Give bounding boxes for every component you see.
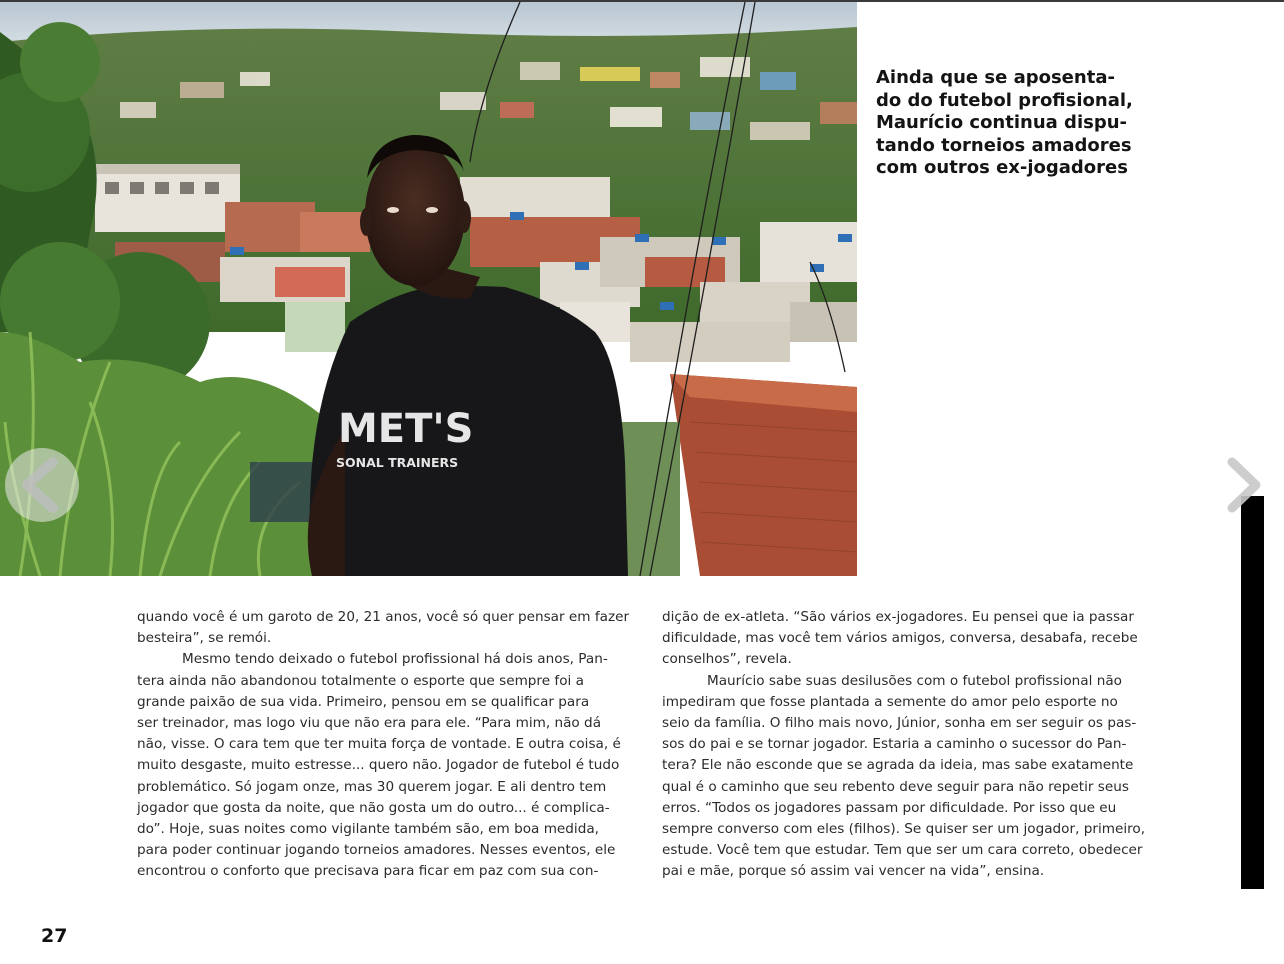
- text-line: para poder continuar jogando torneios amadores. Nesses eventos, ele: [137, 842, 616, 859]
- text-line: jogador que gosta da noite, que não gosta um do outro... é complica-: [137, 799, 610, 816]
- text-line: grande paixão de sua vida. Primeiro, pensou em se qualificar para: [137, 693, 590, 710]
- text-line: dificuldade, mas você tem vários amigos, conversa, desabafa, recebe: [662, 630, 1138, 647]
- caption-line: Ainda que se aposenta-: [876, 67, 1115, 88]
- text-line: quando você é um garoto de 20, 21 anos, você só quer pensar em fazer: [137, 609, 630, 625]
- article-photo: [0, 2, 857, 576]
- text-line: Maurício sabe suas desilusões com o futebol profissional não: [707, 672, 1122, 689]
- caption-line: Maurício continua dispu-: [876, 112, 1127, 133]
- text-line: dição de ex-atleta. “São vários ex-jogadores. Eu pensei que ia passar: [662, 609, 1134, 625]
- text-line: encontrou o conforto que precisava para ficar em paz com sua con-: [137, 863, 599, 880]
- text-line: tera ainda não abandonou totalmente o esporte que sempre foi a: [137, 672, 584, 689]
- svg-text:SONAL TRAINERS: SONAL TRAINERS: [336, 455, 459, 470]
- page-number: 27: [41, 925, 68, 947]
- side-accent-bar: [1241, 496, 1264, 889]
- caption-line: do do futebol profisional,: [876, 89, 1133, 111]
- caption-line: com outros ex-jogadores: [876, 157, 1128, 178]
- text-line: impediram que fosse plantada a semente do amor pelo esporte no: [662, 693, 1118, 710]
- text-line: do”. Hoje, suas noites como vigilante também são, em boa medida,: [137, 821, 599, 838]
- text-line: erros. “Todos os jogadores passam por dificuldade. Por isso que eu: [662, 799, 1117, 816]
- article-column-right: [662, 607, 1152, 883]
- text-line: não, visse. O cara tem que ter muita força de vontade. E outra coisa, é: [137, 736, 621, 753]
- chevron-left-icon: [5, 448, 79, 522]
- text-line: sempre converso com eles (filhos). Se quiser ser um jogador, primeiro,: [662, 821, 1146, 838]
- text-line: pai e mãe, porque só assim vai vencer na vida”, ensina.: [662, 863, 1045, 880]
- article-column-left: [137, 607, 630, 883]
- text-line: qual é o caminho que seu rebento deve seguir para não repetir seus: [662, 778, 1129, 795]
- text-line: ser treinador, mas logo viu que não era para ele. “Para mim, não dá: [137, 715, 602, 732]
- previous-page-button[interactable]: [5, 448, 79, 522]
- text-line: estude. Você tem que estudar. Tem que ser um cara correto, obedecer: [662, 842, 1143, 859]
- text-line: muito desgaste, muito estresse... quero não. Jogador de futebol é tudo: [137, 757, 620, 774]
- photo-caption: [876, 67, 1176, 180]
- caption-line: tando torneios amadores: [876, 134, 1132, 156]
- text-line: sos do pai e se tornar jogador. Estaria a caminho o sucessor do Pan-: [662, 736, 1127, 753]
- text-line: tera? Ele não esconde que se agrada da ideia, mas sabe exatamente: [662, 757, 1134, 774]
- text-line: problemático. Só jogam onze, mas 30 querem jogar. E ali dentro tem: [137, 778, 607, 795]
- text-line: seio da família. O filho mais novo, Júnior, sonha em ser seguir os pas-: [662, 715, 1137, 732]
- chevron-right-icon: [1222, 452, 1267, 522]
- text-line: besteira”, se remói.: [137, 630, 272, 647]
- text-line: Mesmo tendo deixado o futebol profissional há dois anos, Pan-: [182, 651, 608, 668]
- text-line: conselhos”, revela.: [662, 651, 792, 668]
- next-page-button[interactable]: [1222, 452, 1267, 522]
- svg-text:MET'S: MET'S: [338, 406, 474, 452]
